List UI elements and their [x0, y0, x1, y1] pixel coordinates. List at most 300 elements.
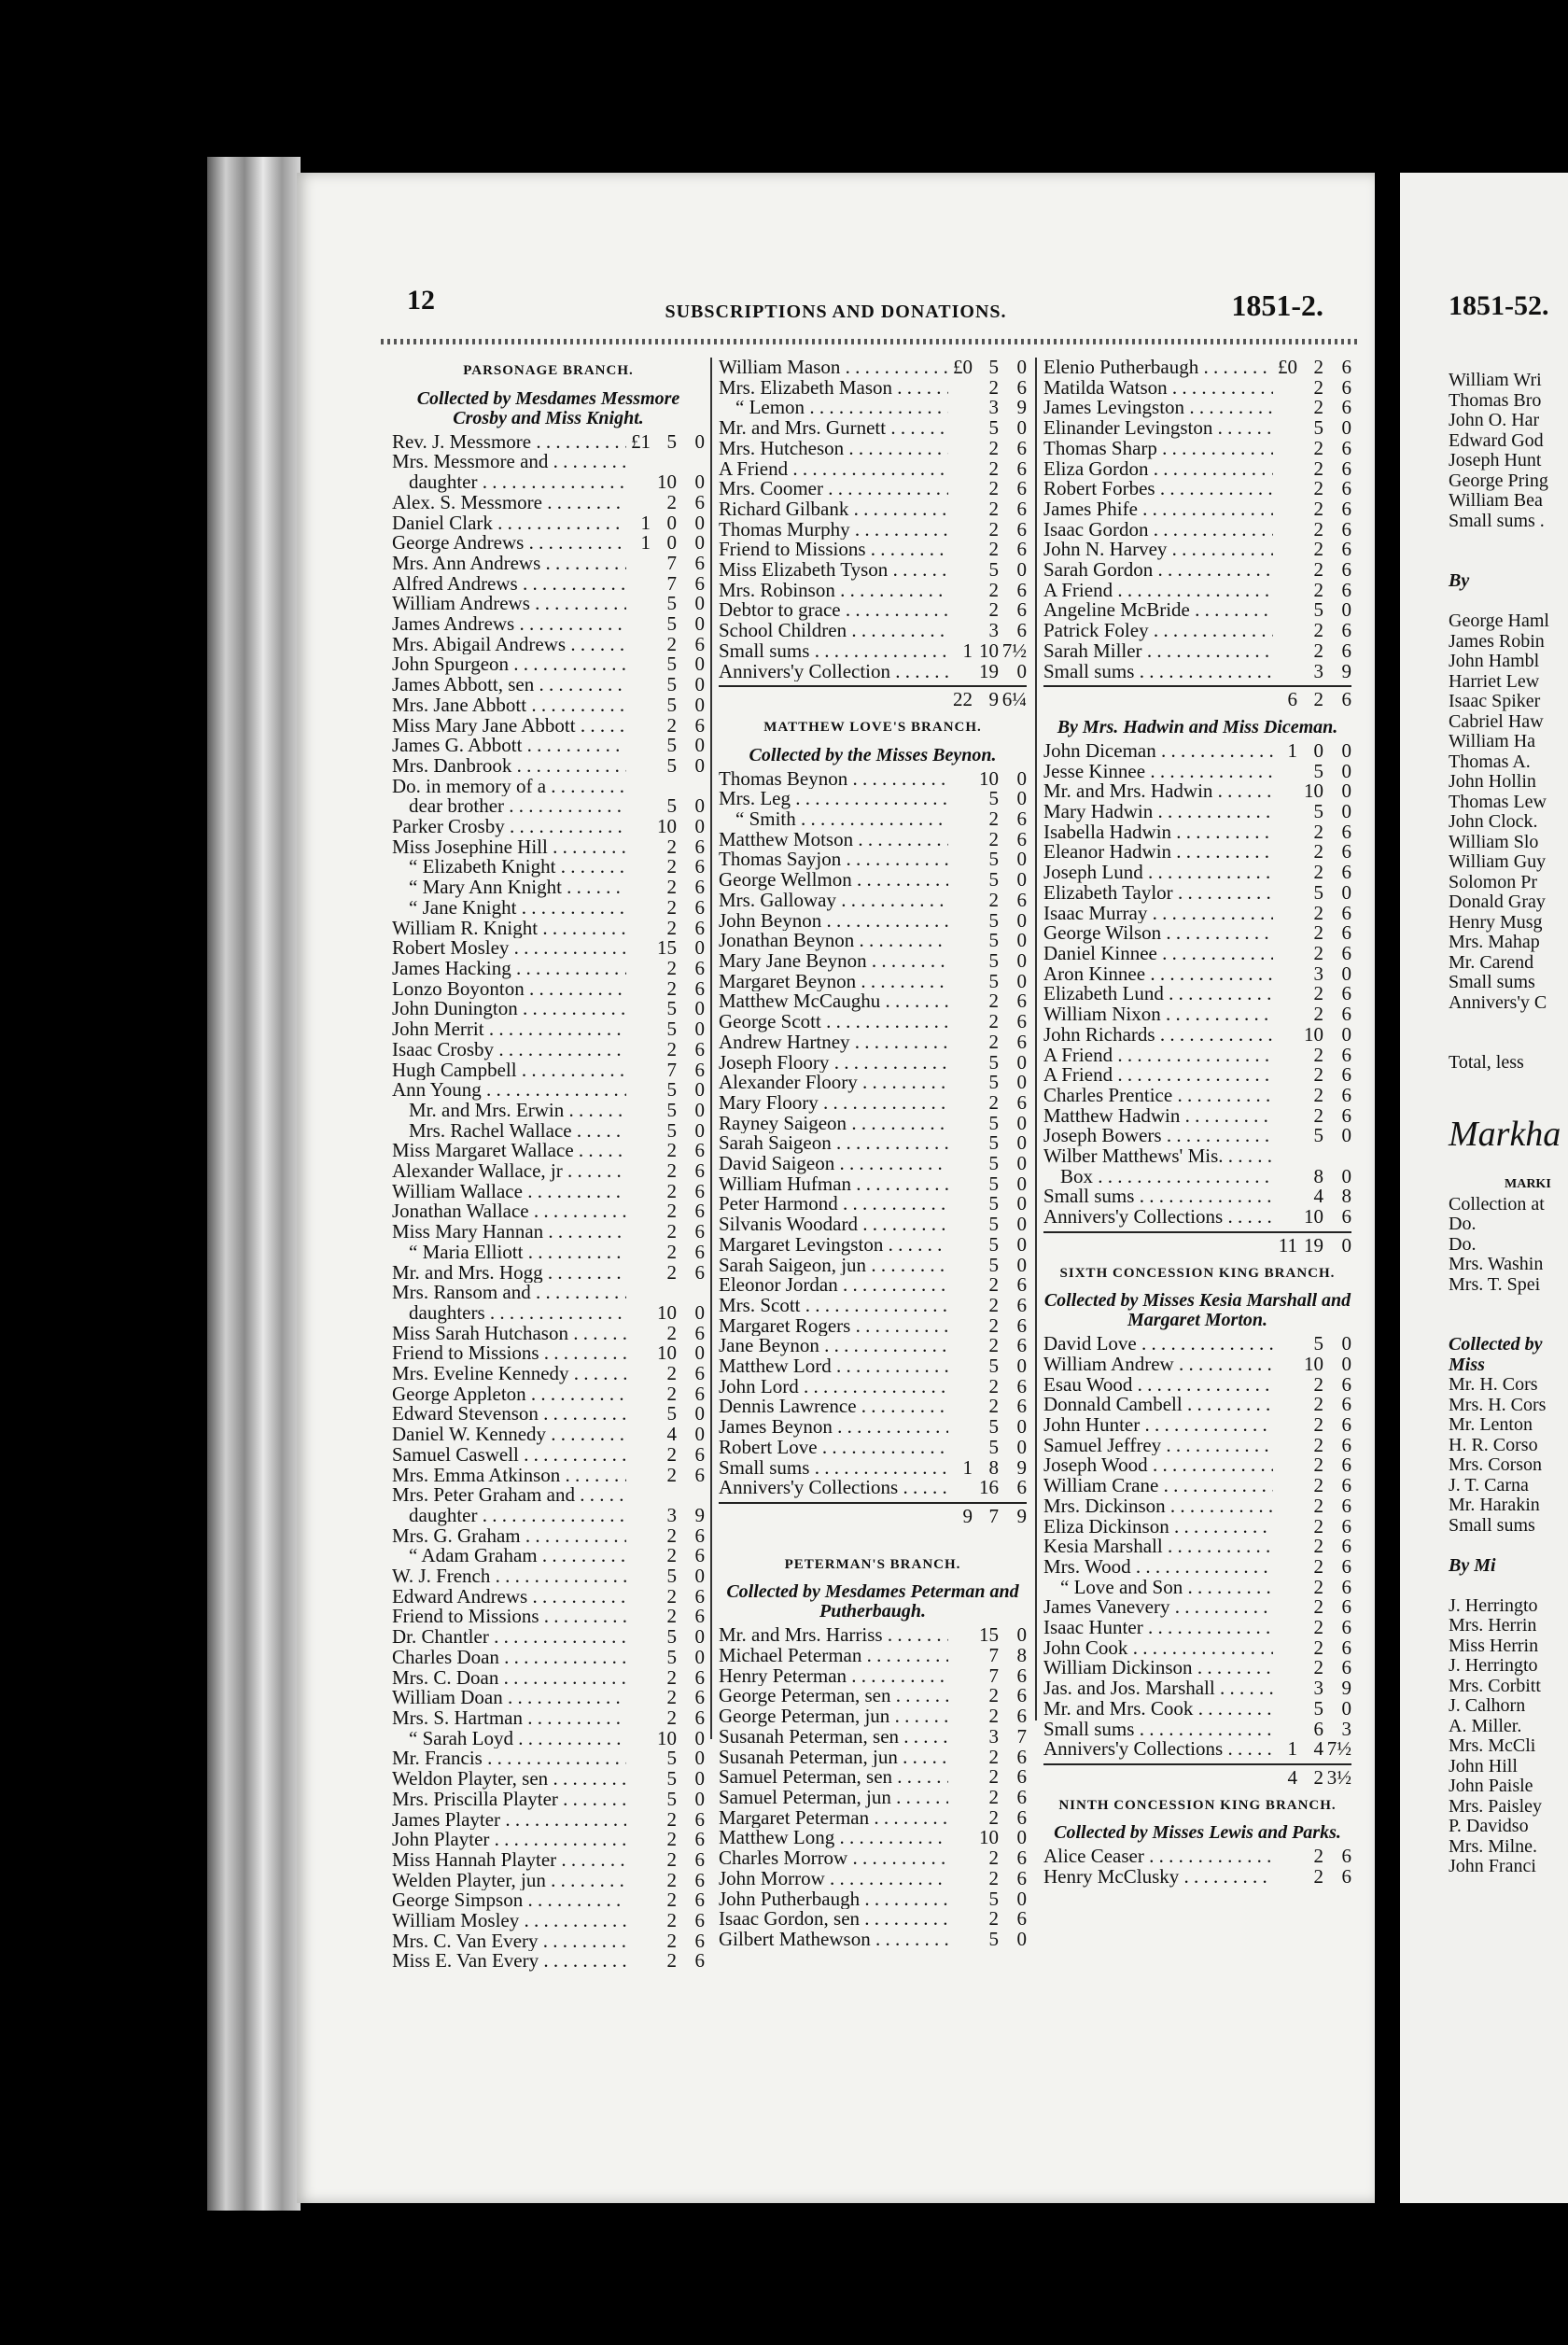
donor-name: Eliza Gordon . . . — [1043, 459, 1273, 480]
amount-pence: 6 — [694, 571, 705, 595]
donor-row — [719, 1215, 1027, 1235]
donor-name: “ Smith . . . — [719, 809, 948, 830]
donor-row — [392, 1546, 705, 1566]
donor-name: Mrs. Ransom and . . . — [392, 1283, 626, 1303]
donor-row — [1043, 358, 1351, 378]
amount-shillings: 2 — [666, 1200, 677, 1223]
amount-pence: 6 — [1016, 827, 1027, 850]
amount-pounds: 1 — [962, 1455, 973, 1479]
amount-pence: 6 — [1016, 1705, 1027, 1728]
donor-name: John Putherbaugh . . . — [719, 1889, 948, 1910]
amount-shillings: 5 — [666, 673, 677, 696]
donor-row — [1043, 984, 1351, 1004]
donor-row — [1043, 1126, 1351, 1146]
donor-row — [392, 1868, 705, 1891]
amount-shillings: 2 — [666, 1220, 677, 1243]
amount-shillings: 2 — [1313, 861, 1323, 884]
amount-pence: 0 — [1341, 1332, 1351, 1355]
amount-shillings: 5 — [988, 1131, 999, 1155]
donor-row — [1043, 923, 1351, 944]
amount-pounds — [948, 418, 973, 439]
amount-pence: 6 — [1341, 538, 1351, 561]
amount-pounds — [1273, 1699, 1297, 1720]
amount-shillings: 2 — [988, 1010, 999, 1033]
next-page-line: Donald Gray — [1449, 892, 1546, 912]
amount-pence: 6 — [1341, 1535, 1351, 1558]
donor-row — [392, 614, 705, 635]
amount-pounds — [626, 1364, 651, 1384]
amount-pence: 0 — [694, 693, 705, 716]
donor-name: Andrew Hartney . . . — [719, 1032, 948, 1053]
amount-pence: 6 — [1341, 941, 1351, 964]
amount-pounds — [1273, 1476, 1297, 1496]
next-page-line: William Wri — [1449, 370, 1542, 390]
donor-row — [1043, 517, 1351, 541]
amount-pounds — [626, 837, 651, 858]
amount-pounds — [626, 1871, 651, 1891]
amount-pounds — [626, 1080, 651, 1101]
amount-shillings: 2 — [1313, 1595, 1323, 1619]
donor-name: Alfred Andrews . . . — [392, 574, 626, 595]
amount-pence: 7 — [1016, 1724, 1027, 1748]
donor-name: George Andrews . . . — [392, 533, 626, 554]
total-pence: 3½ — [1326, 1766, 1351, 1789]
amount-pounds — [626, 574, 651, 595]
amount-shillings: 2 — [666, 1665, 677, 1689]
amount-pence: 6 — [1016, 1745, 1027, 1768]
amount-pounds — [1273, 1597, 1297, 1618]
amount-shillings: 5 — [988, 1232, 999, 1256]
amount-shillings: 3 — [988, 1724, 999, 1748]
next-page-line: Henry Musg — [1449, 911, 1543, 933]
donor-name: George Simpson . . . — [392, 1890, 626, 1911]
donor-name: Mrs. Rachel Wallace . . . — [392, 1121, 626, 1142]
amount-shillings: 2 — [988, 1847, 999, 1870]
amount-pence: 0 — [694, 1341, 705, 1365]
amount-shillings: 2 — [1313, 1043, 1323, 1066]
amount-shillings: 2 — [988, 456, 999, 480]
donor-row — [719, 1232, 1027, 1256]
donor-row — [719, 809, 1027, 830]
section-heading: PARSONAGE BRANCH. — [463, 363, 634, 378]
amount-pounds — [626, 898, 651, 919]
donor-row — [719, 1313, 1027, 1337]
amount-shillings: 5 — [988, 1355, 999, 1378]
amount-pounds — [626, 1019, 651, 1040]
donor-row — [392, 999, 705, 1019]
amount-pence: 0 — [1341, 416, 1351, 440]
next-page-line: Thomas Lew — [1449, 791, 1547, 812]
donor-name: William Doan . . . — [392, 1688, 626, 1708]
amount-pence: 6 — [1016, 375, 1027, 399]
donor-name: “ Love and Son . . . — [1043, 1578, 1273, 1598]
donor-row — [1043, 1352, 1351, 1375]
amount-pence: 0 — [1016, 1927, 1027, 1950]
donor-row — [1043, 479, 1351, 499]
donor-row — [719, 1724, 1027, 1748]
amount-pounds — [1273, 822, 1297, 843]
donor-name: James G. Abbott . . . — [392, 736, 626, 756]
amount-pounds — [948, 1848, 973, 1869]
donor-row — [1043, 1739, 1351, 1760]
amount-pounds — [1273, 904, 1297, 924]
donor-name: Charles Doan . . . — [392, 1648, 626, 1668]
amount-shillings: 2 — [988, 477, 999, 500]
donor-row — [392, 1222, 705, 1243]
amount-shillings: 5 — [988, 969, 999, 992]
donor-name: Joseph Bowers . . . — [1043, 1126, 1273, 1146]
amount-shillings: 5 — [988, 356, 999, 378]
donor-row — [392, 594, 705, 614]
book-binding — [207, 157, 301, 2211]
total-shillings: 2 — [1313, 1766, 1323, 1789]
amount-pounds — [948, 1767, 973, 1788]
amount-pounds — [1273, 1867, 1297, 1888]
amount-shillings: 5 — [988, 787, 999, 810]
amount-pounds — [948, 1909, 973, 1930]
amount-pence: 6 — [694, 1686, 705, 1709]
donor-name: Miss E. Van Every . . . — [392, 1951, 626, 1972]
amount-shillings: 4 — [666, 1423, 677, 1446]
donor-row — [392, 1201, 705, 1222]
amount-pence: 6 — [694, 1321, 705, 1344]
amount-shillings: 5 — [666, 592, 677, 615]
section-heading: MATTHEW LOVE'S BRANCH. — [763, 719, 982, 735]
donor-row — [719, 479, 1027, 499]
amount-shillings: 5 — [666, 693, 677, 716]
donor-name: Patrick Foley . . . — [1043, 621, 1273, 641]
donor-name: daughter . . . — [392, 1506, 626, 1526]
amount-pence: 6 — [1016, 1273, 1027, 1297]
amount-pence: 6 — [1016, 1374, 1027, 1397]
donor-name: Sarah Saigeon . . . — [719, 1133, 948, 1154]
donor-row — [1043, 1187, 1351, 1207]
amount-pence: 6 — [1016, 619, 1027, 642]
donor-name: Weldon Playter, sen . . . — [392, 1769, 626, 1790]
donor-name: A Friend . . . — [1043, 581, 1273, 601]
donor-name: Friend to Missions . . . — [719, 540, 948, 560]
next-page-line: John Hambl — [1449, 651, 1540, 671]
amount-pence: 0 — [1016, 1071, 1027, 1094]
amount-pounds — [948, 951, 973, 972]
amount-shillings — [651, 1485, 677, 1506]
amount-pounds — [948, 1706, 973, 1727]
amount-pounds — [626, 1485, 651, 1506]
donor-name: A Friend . . . — [1043, 1046, 1273, 1066]
donor-row — [392, 976, 705, 1000]
amount-shillings: 5 — [1313, 1124, 1323, 1147]
amount-pence: 6 — [1341, 477, 1351, 500]
next-page-line: Mr. Lenton — [1449, 1414, 1533, 1435]
amount-shillings: 4 — [1313, 1737, 1323, 1761]
amount-pence: 0 — [694, 531, 705, 555]
amount-shillings: 2 — [666, 1544, 677, 1567]
next-page-line: Mrs. Corbitt — [1449, 1675, 1541, 1696]
donor-row — [1043, 456, 1351, 480]
donor-row — [1043, 1043, 1351, 1066]
amount-pounds — [626, 1790, 651, 1810]
amount-shillings: 2 — [988, 1334, 999, 1357]
donor-name: Susanah Peterman, jun . . . — [719, 1748, 948, 1768]
page-number: 12 — [407, 285, 435, 316]
donor-row — [719, 436, 1027, 459]
amount-pounds — [1273, 964, 1297, 985]
donor-row — [392, 1708, 705, 1729]
section-heading: PETERMAN'S BRANCH. — [784, 1556, 961, 1572]
amount-pounds — [626, 1141, 651, 1161]
donor-name: Wilber Matthews' Mis. . . . — [1043, 1146, 1273, 1167]
amount-pounds — [626, 1648, 651, 1668]
amount-pounds — [948, 1073, 973, 1093]
total-pounds: 9 — [962, 1504, 973, 1527]
amount-pounds — [1273, 479, 1297, 499]
total-pounds: 22 — [953, 688, 973, 711]
amount-shillings: 5 — [988, 868, 999, 892]
donor-row — [1043, 842, 1351, 863]
donor-name: George Scott . . . — [719, 1012, 948, 1032]
amount-pounds — [626, 675, 651, 695]
amount-pounds — [626, 1830, 651, 1850]
amount-pence: 8 — [1016, 1644, 1027, 1667]
amount-pounds — [1273, 1355, 1297, 1375]
amount-shillings: 19 — [979, 659, 999, 682]
amount-pounds — [626, 1546, 651, 1566]
donor-row — [392, 1688, 705, 1708]
amount-pounds — [948, 600, 973, 621]
amount-shillings: 2 — [666, 1584, 677, 1608]
next-page-line: A. Miller. — [1449, 1715, 1522, 1736]
amount-pounds — [1273, 641, 1297, 662]
amount-shillings: 2 — [1313, 941, 1323, 964]
next-page-line: John Clock. — [1449, 811, 1538, 832]
donor-name: “ Elizabeth Knight . . . — [392, 857, 626, 878]
amount-pounds — [1273, 1334, 1297, 1355]
amount-shillings: 5 — [666, 997, 677, 1020]
donor-row — [1043, 578, 1351, 601]
donor-row — [392, 1726, 705, 1749]
donor-name: Debtor to grace . . . — [719, 600, 948, 621]
amount-pounds — [948, 1235, 973, 1256]
donor-row — [392, 1384, 705, 1405]
amount-shillings: 5 — [666, 1018, 677, 1041]
amount-pence: 6 — [1341, 436, 1351, 459]
amount-shillings: 0 — [666, 511, 677, 534]
donor-name: Eliza Dickinson . . . — [1043, 1517, 1273, 1538]
amount-shillings: 2 — [988, 436, 999, 459]
amount-shillings: 2 — [988, 807, 999, 831]
amount-shillings: 5 — [1313, 1696, 1323, 1720]
amount-pence: 6 — [1341, 1083, 1351, 1106]
donor-row — [1043, 1065, 1351, 1086]
donor-name: Susanah Peterman, sen . . . — [719, 1727, 948, 1748]
amount-pounds — [626, 493, 651, 513]
amount-pounds — [1273, 781, 1297, 802]
section-total — [1043, 685, 1351, 710]
donor-row — [719, 517, 1027, 541]
donor-row — [719, 456, 1027, 480]
amount-pence: 0 — [694, 1645, 705, 1668]
amount-pence: 0 — [694, 470, 705, 494]
amount-pence: 6 — [1016, 1684, 1027, 1707]
donor-row — [719, 1050, 1027, 1074]
donor-row — [719, 1909, 1027, 1930]
amount-pounds — [1273, 1678, 1297, 1699]
amount-pence: 0 — [1016, 1826, 1027, 1849]
amount-pence: 6 — [1016, 1030, 1027, 1053]
amount-pence: 6 — [694, 1909, 705, 1932]
amount-shillings: 2 — [666, 1139, 677, 1162]
donor-row — [719, 827, 1027, 850]
amount-shillings: 6 — [1313, 1717, 1323, 1740]
donor-row — [1043, 1395, 1351, 1415]
donor-list — [719, 1625, 1027, 1949]
amount-pence: 0 — [1016, 1415, 1027, 1439]
amount-pence: 6 — [694, 876, 705, 899]
donor-row — [719, 1889, 1027, 1910]
amount-shillings: 2 — [1313, 1474, 1323, 1497]
donor-name: Mrs. Ann Andrews . . . — [392, 554, 626, 574]
amount-shillings: 3 — [1313, 962, 1323, 985]
amount-pence: 6 — [694, 632, 705, 655]
amount-shillings: 2 — [1313, 1575, 1323, 1598]
amount-pounds — [1273, 1004, 1297, 1025]
donor-row — [719, 659, 1027, 682]
amount-pence: 0 — [1016, 1192, 1027, 1215]
donor-name: Silvanis Woodard . . . — [719, 1215, 948, 1235]
amount-shillings: 10 — [979, 1826, 999, 1849]
amount-pounds — [626, 1324, 651, 1344]
donor-name: Do. in memory of a . . . — [392, 777, 626, 797]
amount-shillings: 5 — [988, 1172, 999, 1195]
amount-pounds — [1273, 418, 1297, 439]
donor-row — [392, 513, 705, 534]
amount-pounds — [626, 452, 651, 472]
amount-shillings: 2 — [988, 497, 999, 520]
amount-pence: 6 — [1341, 1433, 1351, 1456]
next-page-line: J. T. Carna — [1449, 1474, 1529, 1495]
donor-row — [1043, 822, 1351, 843]
donor-name: Rayney Saigeon . . . — [719, 1114, 948, 1134]
donor-row — [719, 641, 1027, 662]
amount-pounds — [626, 1890, 651, 1911]
amount-shillings: 4 — [1313, 1185, 1323, 1208]
donor-row — [1043, 1537, 1351, 1557]
donor-list — [392, 429, 705, 1973]
next-page-line: Small sums — [1449, 1514, 1535, 1536]
amount-pence: 6 — [1016, 1907, 1027, 1931]
donor-row — [392, 1931, 705, 1952]
amount-pounds — [948, 1808, 973, 1829]
amount-pence: 0 — [1341, 759, 1351, 782]
amount-pounds — [948, 1788, 973, 1808]
donor-row — [1043, 1334, 1351, 1355]
amount-shillings: 2 — [1313, 477, 1323, 500]
next-page-line: Edward God — [1449, 429, 1544, 451]
amount-pounds — [626, 1729, 651, 1749]
amount-pence: 0 — [1016, 1111, 1027, 1134]
amount-pence: 6 — [1016, 538, 1027, 561]
amount-pence: 6 — [694, 855, 705, 878]
next-page-line: Small sums . — [1449, 510, 1545, 531]
donor-row — [1043, 600, 1351, 621]
donor-row — [1043, 1678, 1351, 1699]
amount-shillings: 2 — [666, 1179, 677, 1202]
amount-shillings: 5 — [988, 558, 999, 582]
amount-shillings: 5 — [666, 753, 677, 777]
donor-row — [719, 991, 1027, 1012]
amount-pounds — [626, 756, 651, 777]
amount-pence: 6 — [1341, 1043, 1351, 1066]
amount-pence: 0 — [1016, 969, 1027, 992]
amount-pounds — [948, 850, 973, 870]
amount-shillings: 2 — [1313, 1103, 1323, 1127]
donor-row — [392, 1343, 705, 1364]
donor-row — [719, 499, 1027, 520]
amount-pounds — [948, 1336, 973, 1356]
donor-row — [1043, 1597, 1351, 1618]
donor-name: Elizabeth Lund . . . — [1043, 984, 1273, 1004]
amount-pounds — [948, 378, 973, 399]
amount-pounds — [948, 991, 973, 1012]
amount-shillings: 5 — [988, 1927, 999, 1950]
amount-pence: 6 — [1016, 1334, 1027, 1357]
amount-pounds — [948, 1377, 973, 1397]
amount-shillings: 2 — [666, 1949, 677, 1973]
amount-shillings: 7 — [988, 1664, 999, 1687]
next-page-line — [1449, 1013, 1568, 1033]
amount-shillings: 2 — [666, 713, 677, 737]
amount-shillings — [651, 452, 677, 472]
amount-pounds — [1273, 520, 1297, 541]
amount-pence: 6 — [1016, 990, 1027, 1013]
amount-shillings: 5 — [988, 1415, 999, 1439]
donor-name: John Richards . . . — [1043, 1025, 1273, 1046]
donor-row — [1043, 1696, 1351, 1720]
amount-pence: 0 — [1341, 1352, 1351, 1375]
donor-row — [392, 1037, 705, 1060]
amount-pence: 0 — [1016, 1172, 1027, 1195]
donor-row — [1043, 1164, 1351, 1187]
donor-name: Esau Wood . . . — [1043, 1375, 1273, 1396]
donor-name: Rev. J. Messmore . . . — [392, 432, 626, 453]
amount-pounds — [948, 1748, 973, 1768]
donor-row — [719, 1435, 1027, 1458]
amount-pence: 6 — [694, 976, 705, 1000]
amount-pence: 8 — [1341, 1185, 1351, 1208]
donor-row — [719, 850, 1027, 870]
next-page-line: Solomon Pr — [1449, 871, 1538, 892]
donor-name: Joseph Wood . . . — [1043, 1455, 1273, 1476]
donor-name: daughters . . . — [392, 1303, 626, 1324]
donor-row — [1043, 1867, 1351, 1888]
donor-row — [392, 695, 705, 716]
amount-pence: 0 — [1341, 738, 1351, 762]
amount-pounds — [1273, 439, 1297, 459]
amount-pounds — [1273, 378, 1297, 399]
amount-pounds: 1 — [962, 639, 973, 662]
amount-pounds — [948, 1417, 973, 1438]
donor-row — [392, 551, 705, 574]
donor-name: Joseph Lund . . . — [1043, 863, 1273, 883]
donor-row — [1043, 1575, 1351, 1598]
collector-line: By Mrs. Hadwin and Miss Diceman. — [1057, 716, 1338, 737]
amount-pence: 6 — [694, 1847, 705, 1871]
donor-name: Mrs. Robinson . . . — [719, 581, 948, 601]
donor-row — [719, 1032, 1027, 1053]
amount-shillings: 2 — [1313, 1003, 1323, 1026]
amount-pence — [677, 1485, 705, 1506]
amount-pence: 0 — [694, 1625, 705, 1649]
